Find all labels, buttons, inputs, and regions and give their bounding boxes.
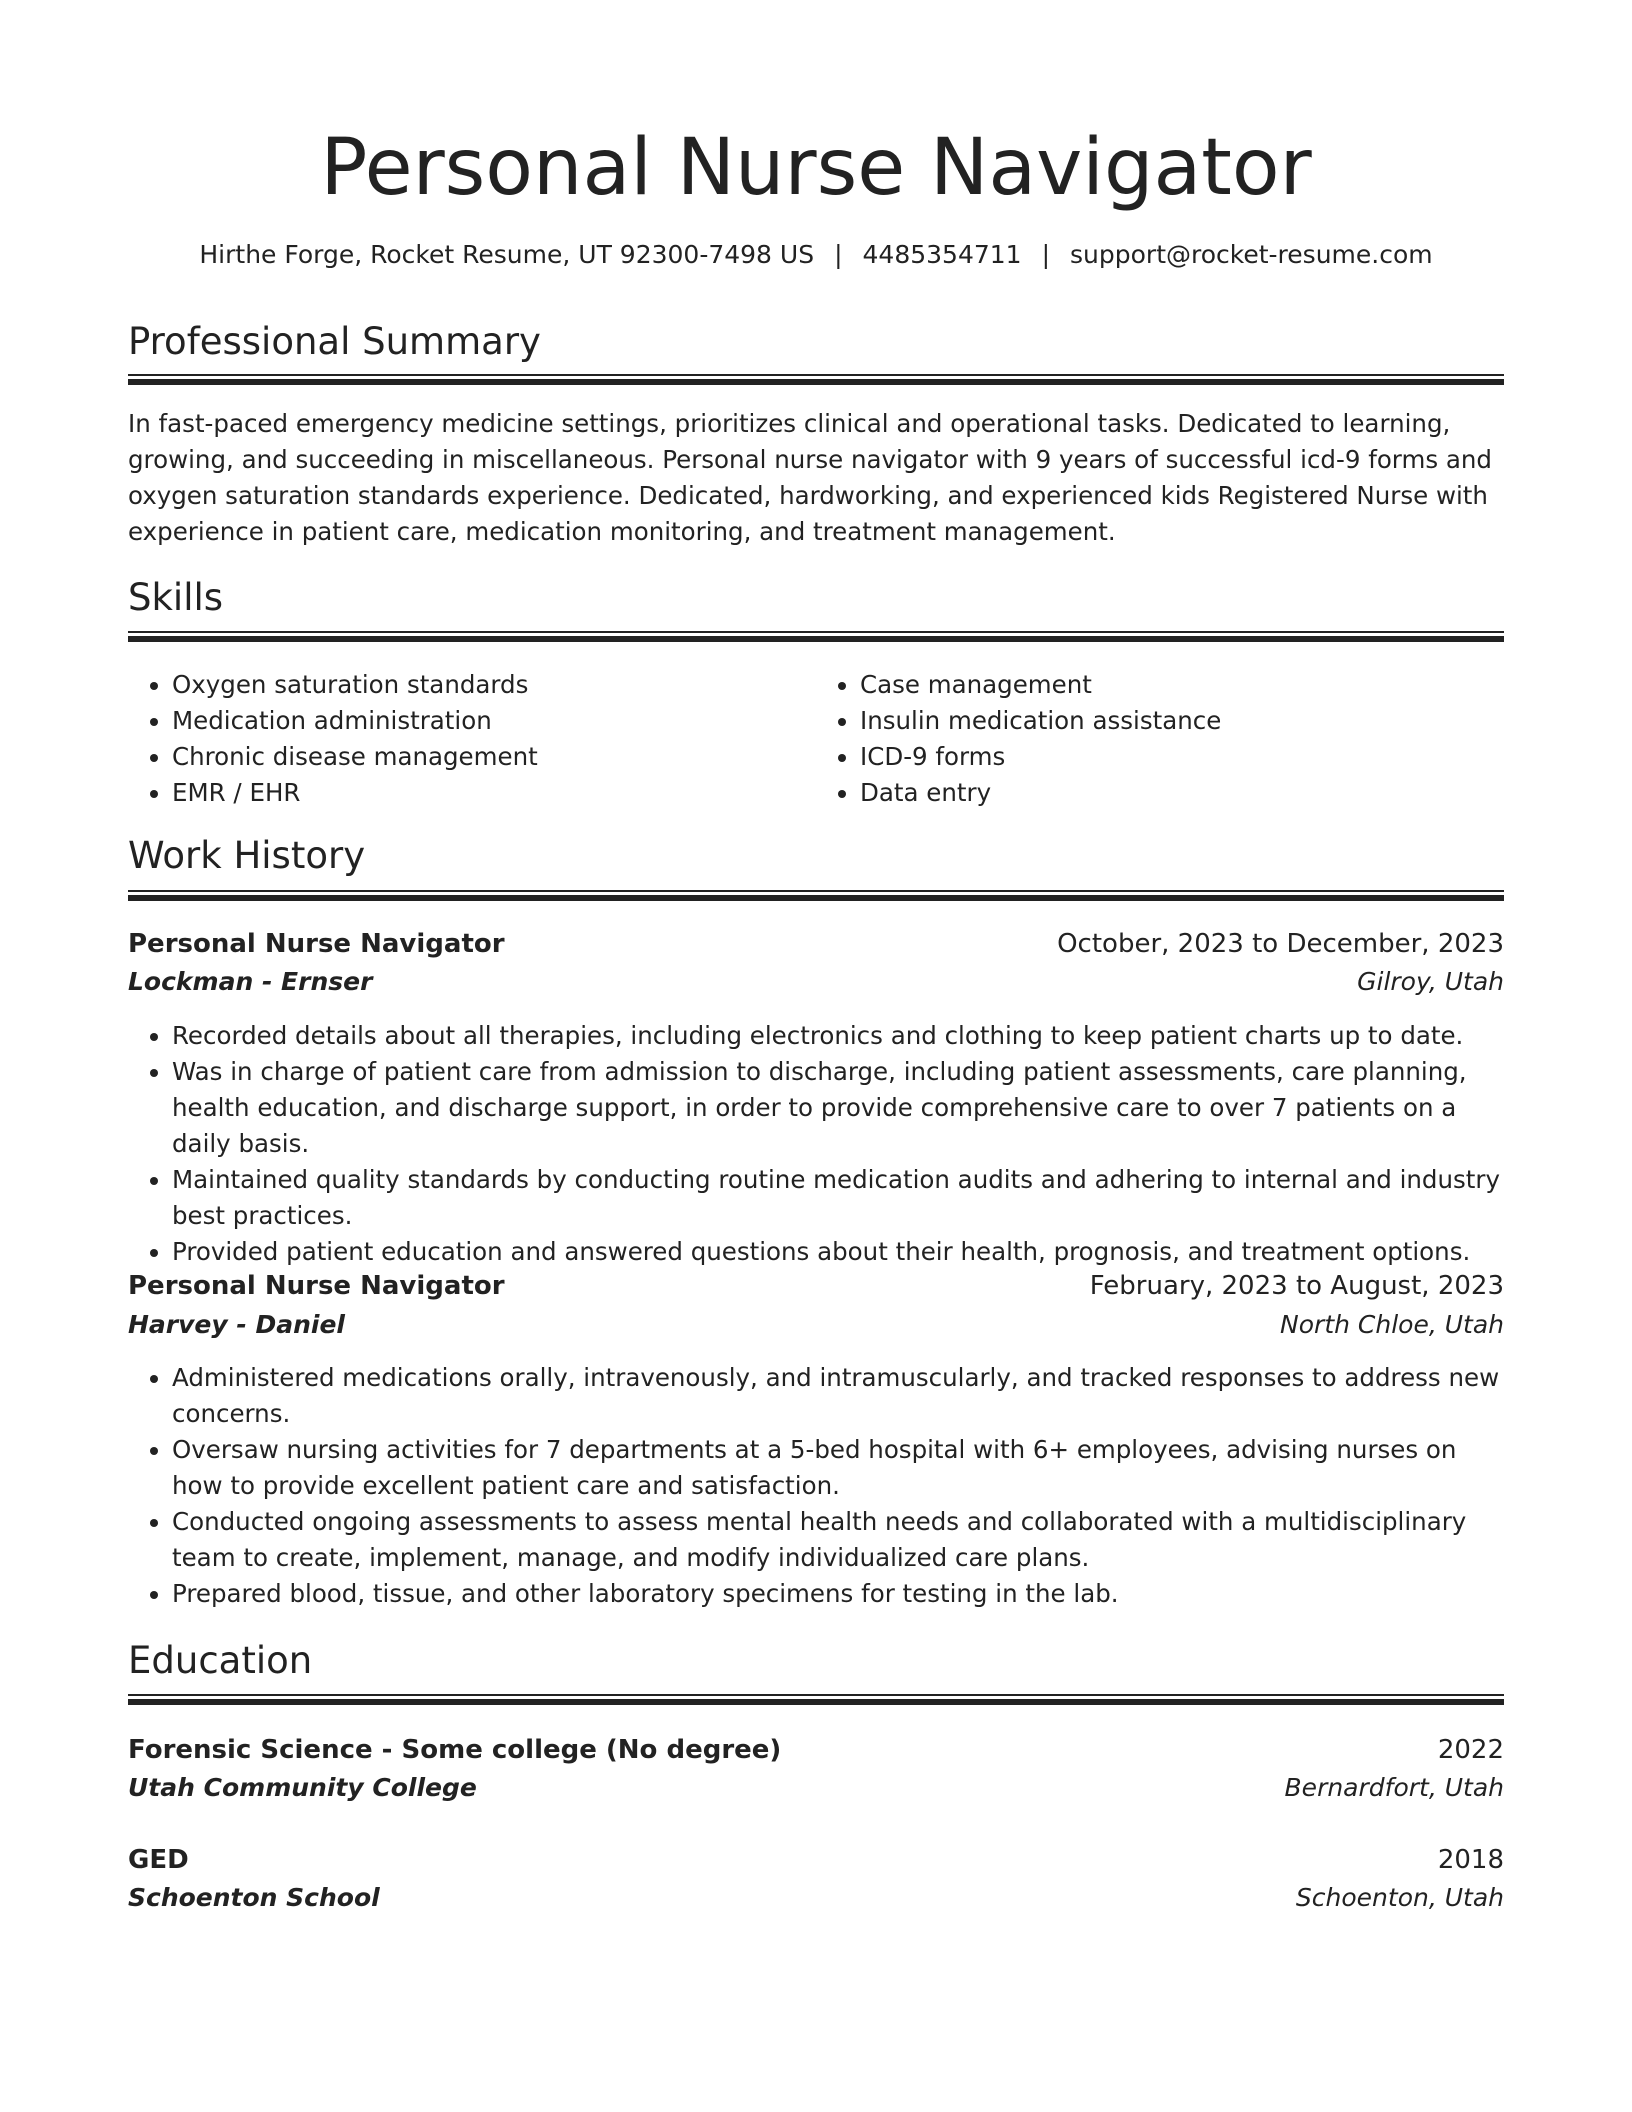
section-divider (128, 890, 1504, 901)
job-dates: February, 2023 to August, 2023 (1089, 1271, 1504, 1301)
skills-list (128, 667, 1504, 811)
job-title: Personal Nurse Navigator (128, 1271, 505, 1301)
section-divider (128, 1694, 1504, 1705)
education-location: Schoenton, Utah (1295, 1883, 1504, 1912)
education-subheader (128, 1769, 1504, 1807)
job-duty: • Was in charge of patient care from admission to discharge, including patient assessments, care planning, health education, and discharge support, in order to provide comprehensive care to over 7 patients on a daily basis. (172, 1054, 1504, 1162)
skill-item: • Case management (860, 667, 1504, 703)
job-subheader (128, 1306, 1504, 1344)
skill-item: • Insulin medication assistance (860, 703, 1504, 739)
skill-item: • EMR / EHR (172, 775, 816, 811)
candidate-name: Personal Nurse Navigator (320, 123, 1312, 213)
job-header (128, 1267, 1504, 1305)
education-header (128, 1841, 1504, 1879)
job-subheader (128, 963, 1504, 1001)
section-title-education: Education (128, 1639, 313, 1682)
education-subheader (128, 1879, 1504, 1917)
resume-page (128, 0, 1504, 2112)
skills-column-left (128, 667, 816, 811)
job-duty: • Provided patient education and answered questions about their health, prognosis, and treatment options. (172, 1234, 1504, 1270)
job-location: Gilroy, Utah (1357, 967, 1504, 996)
job-duties (128, 1360, 1504, 1612)
skill-item: • Chronic disease management (172, 739, 816, 775)
job-duty: • Recorded details about all therapies, including electronics and clothing to keep patient charts up to date. (172, 1018, 1504, 1054)
section-title-skills: Skills (128, 576, 224, 619)
job-title: Personal Nurse Navigator (128, 929, 505, 959)
education-header (128, 1731, 1504, 1769)
education-degree: GED (128, 1845, 189, 1875)
contact-line (128, 237, 1504, 273)
skill-item: • ICD-9 forms (860, 739, 1504, 775)
job-dates: October, 2023 to December, 2023 (1057, 929, 1504, 959)
section-title-summary: Professional Summary (128, 320, 541, 363)
education-year: 2022 (1437, 1735, 1504, 1765)
section-title-work-history: Work History (128, 834, 366, 877)
job-duty: • Oversaw nursing activities for 7 departments at a 5-bed hospital with 6+ employees, advising nurses on how to provide excellent patient care and satisfaction. (172, 1432, 1504, 1504)
contact-separator: | (834, 240, 843, 269)
job-duty: • Conducted ongoing assessments to assess mental health needs and collaborated with a multidisciplinary team to create, implement, manage, and modify individualized care plans. (172, 1504, 1504, 1576)
contact-address: Hirthe Forge, Rocket Resume, UT 92300-7498 US (199, 240, 815, 269)
education-school: Utah Community College (128, 1773, 477, 1802)
skill-item: • Oxygen saturation standards (172, 667, 816, 703)
job-location: North Chloe, Utah (1280, 1310, 1504, 1339)
job-company: Lockman - Ernser (128, 967, 373, 996)
job-duty: • Prepared blood, tissue, and other laboratory specimens for testing in the lab. (172, 1576, 1504, 1612)
summary-text: In fast-paced emergency medicine settings, prioritizes clinical and operational tasks. Dedicated to learning, growing, and succeeding in miscellaneous. Personal nurse navigator with 9 years of successful icd-9 forms and oxygen saturation standards experience. Dedicated, hardworking, and experienced kids Registered Nurse with experience in patient care, medication monitoring, and treatment management. (128, 409, 1492, 546)
contact-separator: | (1041, 240, 1051, 269)
education-location: Bernardfort, Utah (1284, 1773, 1504, 1802)
contact-email: support@rocket-resume.com (1070, 240, 1433, 269)
job-duty: • Maintained quality standards by conducting routine medication audits and adhering to internal and industry best practices. (172, 1162, 1504, 1234)
education-degree: Forensic Science - Some college (No degree) (128, 1735, 782, 1765)
job-company: Harvey - Daniel (128, 1310, 345, 1339)
job-duties (128, 1018, 1504, 1270)
skill-item: • Medication administration (172, 703, 816, 739)
contact-phone: 4485354711 (862, 240, 1022, 269)
education-year: 2018 (1437, 1845, 1504, 1875)
job-header (128, 925, 1504, 963)
section-divider (128, 374, 1504, 385)
education-school: Schoenton School (128, 1883, 380, 1912)
skill-item: • Data entry (860, 775, 1504, 811)
job-duty: • Administered medications orally, intravenously, and intramuscularly, and tracked responses to address new concerns. (172, 1360, 1504, 1432)
skills-column-right (816, 667, 1504, 811)
section-divider (128, 631, 1504, 642)
